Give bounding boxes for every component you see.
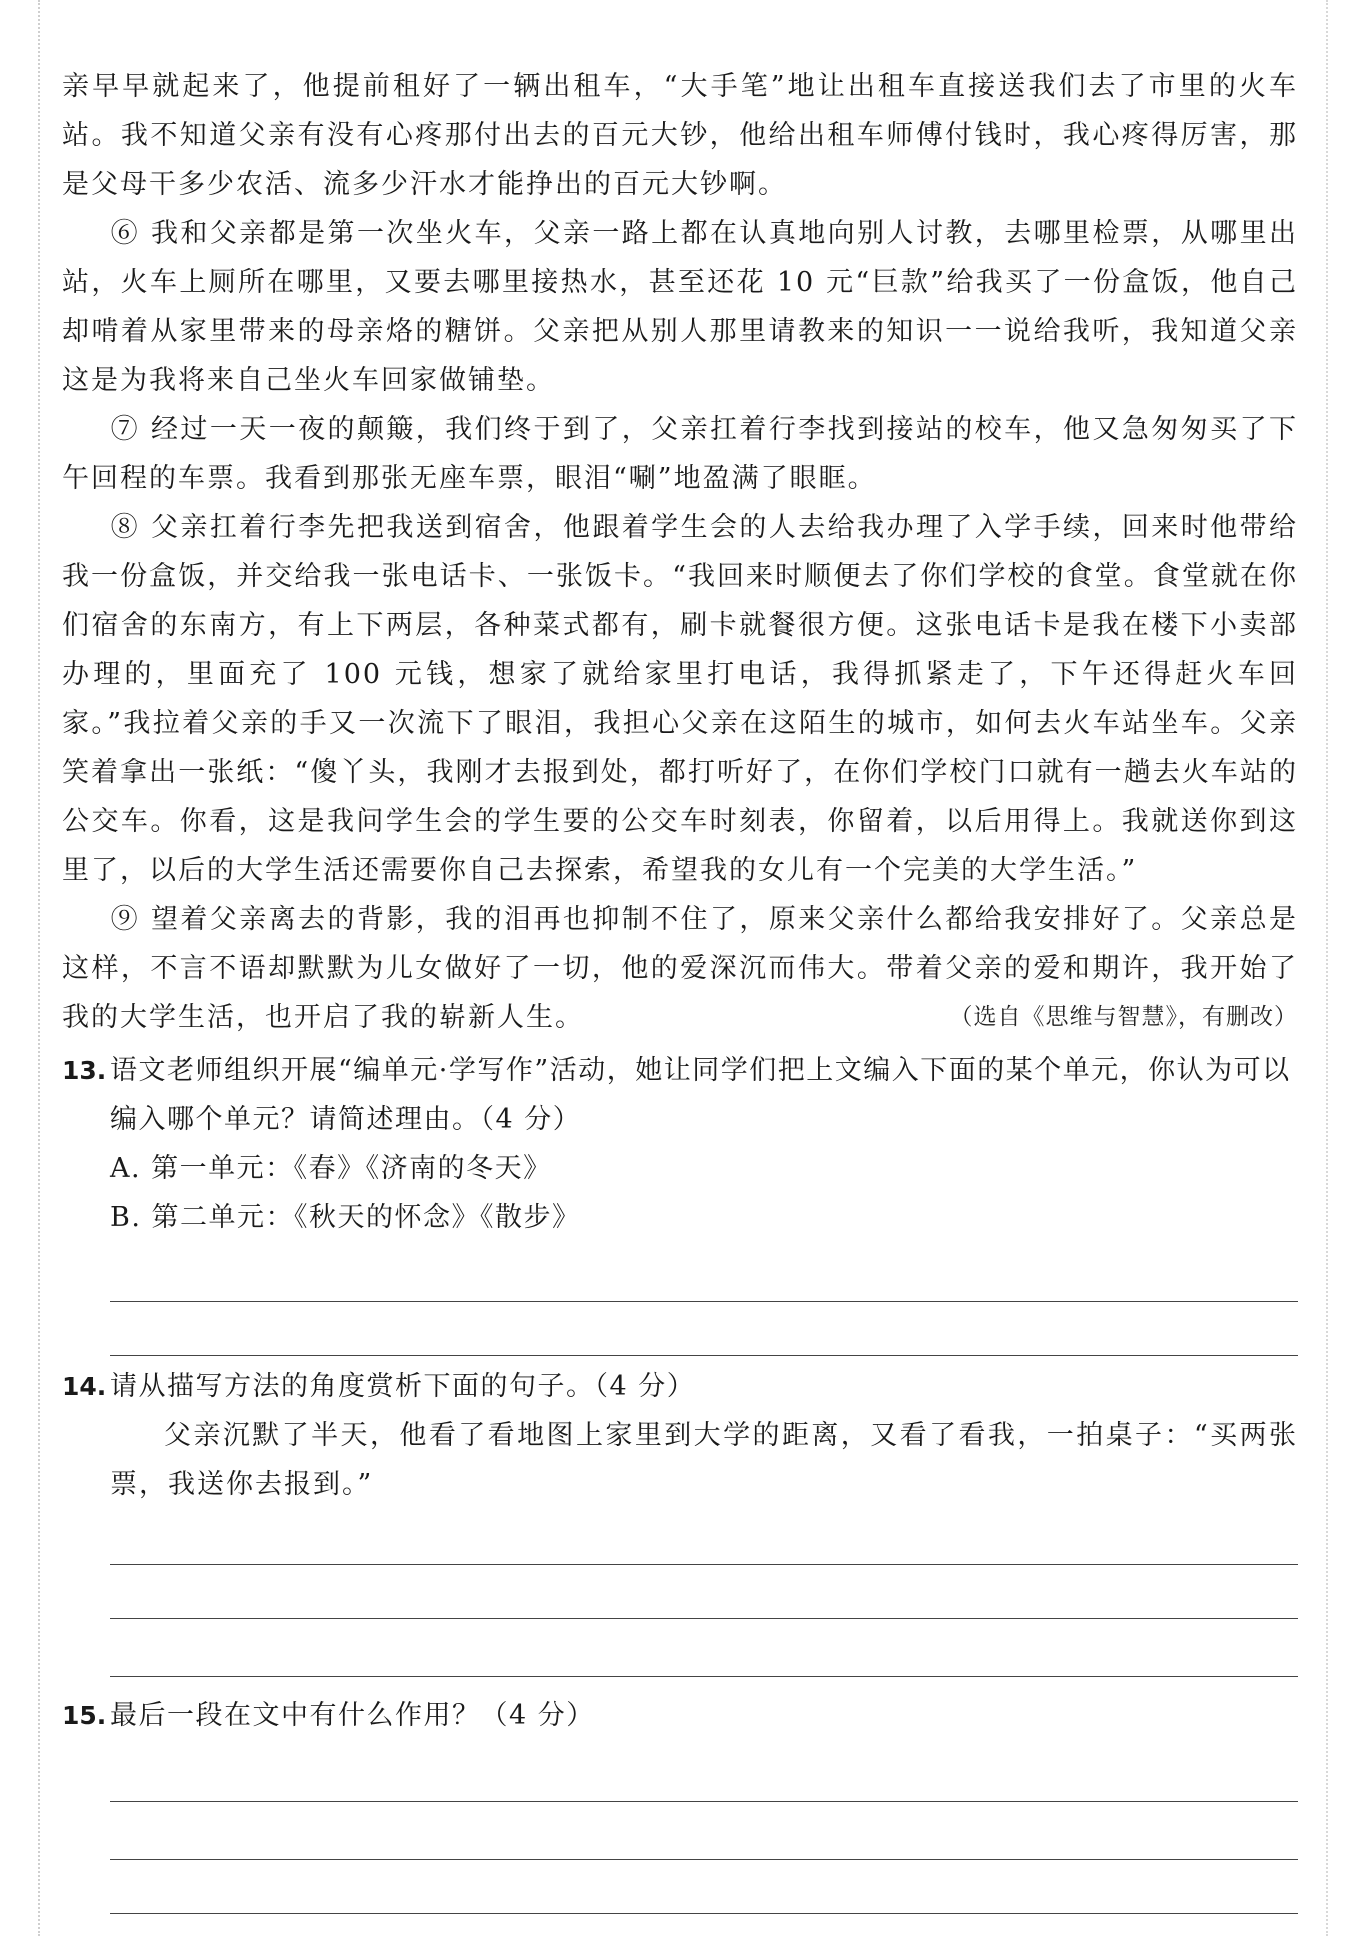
question-number: 13.: [62, 1056, 107, 1085]
question-number: 14.: [62, 1372, 107, 1401]
answer-line[interactable]: [110, 1802, 1298, 1860]
question-number: 15.: [62, 1701, 107, 1730]
passage-paragraph-9: ⑨ 望着父亲离去的背影，我的泪再也抑制不住了，原来父亲什么都给我安排好了。父亲总是这样，不言不语却默默为儿女做好了一切，他的爱深沉而伟大。带着父亲的爱和期许，我开始了我的大学生活，也开启了我的崭新人生。: [62, 904, 1298, 1033]
answer-line[interactable]: [110, 1619, 1298, 1677]
question-text: 请从描写方法的角度赏析下面的句子。（4 分）: [110, 1371, 696, 1402]
question-text: 最后一段在文中有什么作用？（4 分）: [110, 1700, 595, 1731]
reading-passage: [62, 62, 1298, 1042]
question-15: [62, 1691, 1298, 1914]
answer-line[interactable]: [110, 1242, 1298, 1302]
question-14: [62, 1362, 1298, 1677]
question-13: [62, 1046, 1298, 1356]
passage-paragraph-8: ⑧ 父亲扛着行李先把我送到宿舍，他跟着学生会的人去给我办理了入学手续，回来时他带给我一份盒饭，并交给我一张电话卡、一张饭卡。“我回来时顺便去了你们学校的食堂。食堂就在你们宿舍的东南方，有上下两层，各种菜式都有，刷卡就餐很方便。这张电话卡是我在楼下小卖部办理的，里面充了 100 元钱，想家了就给家里打电话，我得抓紧走了，下午还得赶火车回家。”我拉着父亲的手又一次流下了眼泪，我担心父亲在这陌生的城市，如何去火车站坐车。父亲笑着拿出一张纸：“傻丫头，我刚才去报到处，都打听好了，在你们学校门口就有一趟去火车站的公交车。你看，这是我问学生会的学生要的公交车时刻表，你留着，以后用得上。我就送你到这里了，以后的大学生活还需要你自己去探索，希望我的女儿有一个完美的大学生活。”: [62, 512, 1298, 886]
option-a: A. 第一单元：《春》《济南的冬天》: [110, 1153, 552, 1184]
answer-line[interactable]: [110, 1302, 1298, 1356]
left-binding-rule: [38, 0, 41, 1936]
answer-line[interactable]: [110, 1565, 1298, 1619]
page-content: [62, 62, 1298, 1914]
passage-paragraph-6: ⑥ 我和父亲都是第一次坐火车，父亲一路上都在认真地向别人讨教，去哪里检票，从哪里出站，火车上厕所在哪里，又要去哪里接热水，甚至还花 10 元“巨款”给我买了一份盒饭，他自己却啃着从家里带来的母亲烙的糖饼。父亲把从别人那里请教来的知识一一说给我听，我知道父亲这是为我将来自己坐火车回家做铺垫。: [62, 218, 1298, 396]
answer-line[interactable]: [110, 1740, 1298, 1802]
source-citation: （选自《思维与智慧》，有删改）: [949, 1004, 1298, 1030]
option-b: B. 第二单元：《秋天的怀念》《散步》: [110, 1202, 581, 1233]
right-margin-rule: [1326, 0, 1329, 1936]
answer-line[interactable]: [110, 1860, 1298, 1914]
answer-line[interactable]: [110, 1509, 1298, 1565]
passage-paragraph-7: ⑦ 经过一天一夜的颠簸，我们终于到了，父亲扛着行李找到接站的校车，他又急匆匆买了下午回程的车票。我看到那张无座车票，眼泪“唰”地盈满了眼眶。: [62, 414, 1298, 494]
passage-paragraph-5-continued: 亲早早就起来了，他提前租好了一辆出租车，“大手笔”地让出租车直接送我们去了市里的火车站。我不知道父亲有没有心疼那付出去的百元大钞，他给出租车师傅付钱时，我心疼得厉害，那是父母干多少农活、流多少汗水才能挣出的百元大钞啊。: [62, 71, 1298, 200]
question-text: 语文老师组织开展“编单元·学写作”活动，她让同学们把上文编入下面的某个单元，你认为可以编入哪个单元？请简述理由。（4 分）: [110, 1055, 1291, 1135]
quoted-sentence: 父亲沉默了半天，他看了看地图上家里到大学的距离，又看了看我，一拍桌子：“买两张票，我送你去报到。”: [110, 1420, 1298, 1500]
